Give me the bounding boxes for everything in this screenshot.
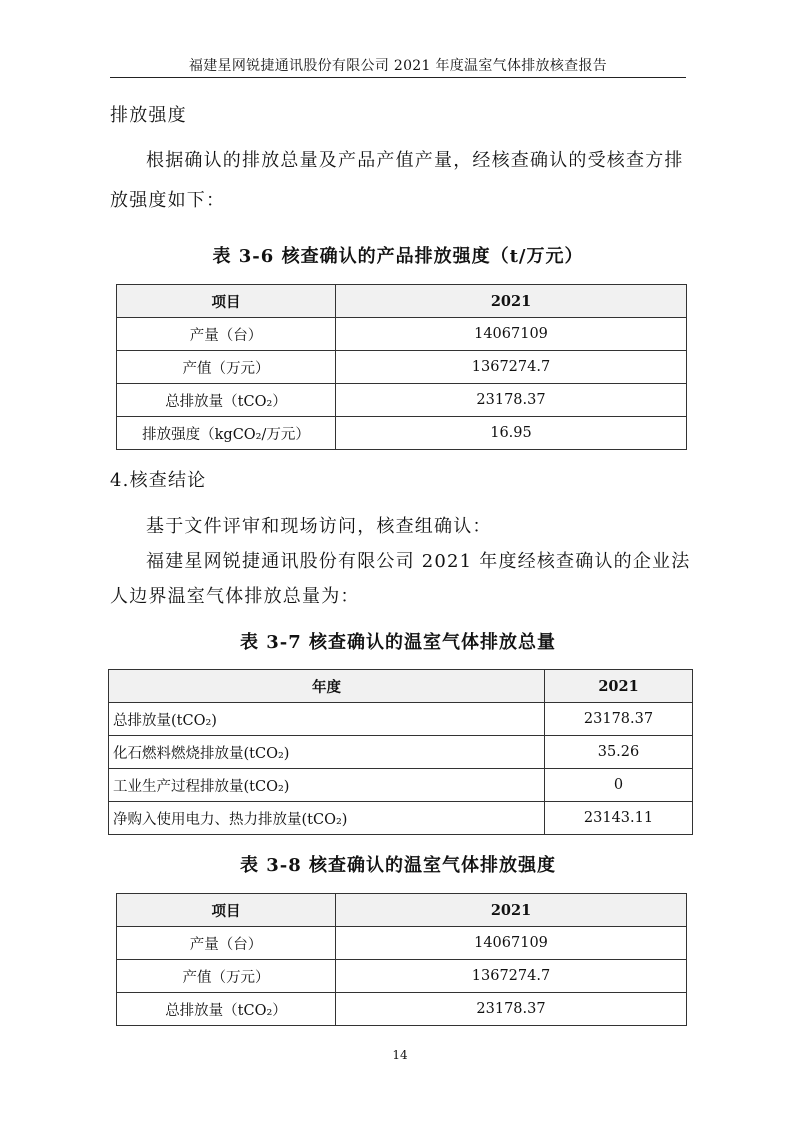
row-label: 工业生产过程排放量(tCO₂) <box>109 769 545 802</box>
conclusion-paragraph-2-line1: 福建星网锐捷通讯股份有限公司 2021 年度经核查确认的企业法 <box>146 551 691 572</box>
table-row <box>117 927 687 960</box>
row-label: 总排放量（tCO₂） <box>117 993 336 1026</box>
table-row <box>117 318 687 351</box>
table-row <box>117 960 687 993</box>
conclusion-paragraph-1: 基于文件评审和现场访问，核查组确认： <box>146 516 492 537</box>
row-label: 总排放量（tCO₂） <box>117 384 336 417</box>
table-3-7 <box>108 669 693 835</box>
section-title-intensity: 排放强度 <box>110 105 187 126</box>
row-value: 14067109 <box>336 318 687 351</box>
table-row <box>117 417 687 450</box>
table-row <box>109 703 693 736</box>
table-row <box>109 802 693 835</box>
table-3-6-caption: 表 3-6 核查确认的产品排放强度（t/万元） <box>212 246 584 267</box>
row-value: 23178.37 <box>336 993 687 1026</box>
section-title-conclusion: 4.核查结论 <box>110 470 207 491</box>
header-divider <box>110 77 686 78</box>
row-value: 23178.37 <box>336 384 687 417</box>
intensity-paragraph-line2: 放强度如下： <box>110 190 226 211</box>
row-label: 净购入使用电力、热力排放量(tCO₂) <box>109 802 545 835</box>
column-header-year: 2021 <box>336 285 687 318</box>
row-value: 0 <box>545 769 693 802</box>
row-label: 产量（台） <box>117 318 336 351</box>
table-3-7-caption: 表 3-7 核查确认的温室气体排放总量 <box>239 632 557 653</box>
table-row <box>109 769 693 802</box>
table-row <box>117 993 687 1026</box>
column-header-year-label: 年度 <box>109 670 545 703</box>
table-header-row <box>109 670 693 703</box>
conclusion-paragraph-2-line2: 人边界温室气体排放总量为： <box>110 586 360 607</box>
table-header-row <box>117 285 687 318</box>
row-label: 总排放量(tCO₂) <box>109 703 545 736</box>
page-number: 14 <box>392 1048 408 1062</box>
table-3-8 <box>116 893 687 1026</box>
column-header-item: 项目 <box>117 285 336 318</box>
row-label: 产值（万元） <box>117 351 336 384</box>
table-row <box>117 384 687 417</box>
row-label: 产量（台） <box>117 927 336 960</box>
table-3-8-caption: 表 3-8 核查确认的温室气体排放强度 <box>239 855 557 876</box>
column-header-year: 2021 <box>336 894 687 927</box>
row-value: 23143.11 <box>545 802 693 835</box>
column-header-year: 2021 <box>545 670 693 703</box>
row-label: 化石燃料燃烧排放量(tCO₂) <box>109 736 545 769</box>
column-header-item: 项目 <box>117 894 336 927</box>
row-value: 1367274.7 <box>336 960 687 993</box>
table-3-6 <box>116 284 687 450</box>
row-label: 排放强度（kgCO₂/万元） <box>117 417 336 450</box>
page-header: 福建星网锐捷通讯股份有限公司 2021 年度温室气体排放核查报告 <box>188 58 608 74</box>
table-row <box>109 736 693 769</box>
row-value: 16.95 <box>336 417 687 450</box>
table-row <box>117 351 687 384</box>
row-label: 产值（万元） <box>117 960 336 993</box>
row-value: 14067109 <box>336 927 687 960</box>
intensity-paragraph-line1: 根据确认的排放总量及产品产值产量，经核查确认的受核查方排 <box>146 150 684 171</box>
row-value: 1367274.7 <box>336 351 687 384</box>
row-value: 23178.37 <box>545 703 693 736</box>
table-header-row <box>117 894 687 927</box>
row-value: 35.26 <box>545 736 693 769</box>
